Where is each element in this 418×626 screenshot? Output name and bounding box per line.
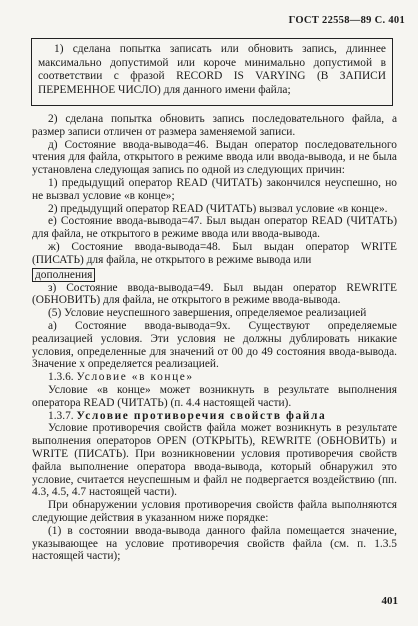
paragraph-d-1: 1) предыдущий оператор READ (ЧИТАТЬ) закончился неуспешно, но не вызвал условие «в конце»; [32,176,397,202]
boxed-paragraph [31,38,393,106]
paragraph-a: а) Состояние ввода-вывода=9x. Существуют определяемые реализацией условия. Эти условия не должны дублировать никакие условия, определенные для значений от 00 до 49 состояния ввода-вывода. Значение x определяется реализацией. [32,319,397,371]
section-number: 1.3.7. [48,409,74,422]
paragraph-5: (5) Условие неуспешного завершения, определяемое реализацией [48,307,367,320]
boxed-word: дополнения [32,268,95,282]
page-number: 401 [381,595,398,607]
paragraph-zh [32,241,397,282]
paragraph-2: 2) сделана попытка обновить запись последовательного файла, а размер записи отличен от размера заменяемой записи. [32,113,397,138]
paragraph-e: е) Состояние ввода-вывода=47. Был выдан оператор READ (ЧИТАТЬ) для файла, не открытого в режиме ввода или ввода-вывода. [32,215,397,241]
section-title: Условие противоречия свойств файла [76,409,327,422]
section-heading-1-3-7 [32,410,397,423]
paragraph-d-2: 2) предыдущий оператор READ (ЧИТАТЬ) вызвал условие «в конце». [48,202,388,215]
paragraph-1-3-7-c: (1) в состоянии ввода-вывода данного файла помещается значение, указывающее на условие противоречия свойств файла (см. п. 1.3.5 настоящей части); [32,524,397,563]
paragraph-1-3-7: Условие противоречия свойств файла может возникнуть в результате выполнения операторов OPEN (ОТКРЫТЬ), REWRITE (ОБНОВИТЬ) и WRITE (ПИСАТЬ). При возникновении условия противоречия свойств файла выполнение оператора ввода-вывода, который обнаружил это условие, считается неуспешным и файл не подвергается воздействию (пп. 4.3, 4.5, 4.7 настоящей части). [32,422,397,499]
paragraph-1-3-7-b: При обнаружении условия противоречия свойств файла выполняются следующие действия в указанном ниже порядке: [32,499,397,524]
paragraph-1-3-6: Условие «в конце» может возникнуть в результате выполнения оператора READ (ЧИТАТЬ) (п. 4.4 настоящей части). [32,383,397,409]
body-text [32,113,397,563]
section-number: 1.3.6. [48,371,74,384]
paragraph-zh-text: ж) Состояние ввода-вывода=48. Был выдан оператор WRITE (ПИСАТЬ) для файла, не открытого в режиме вывода или [32,240,397,266]
boxed-paragraph-text: 1) сделана попытка записать или обновить запись, длиннее максимально допустимой или короче минимально допустимой в соответствии с фразой RECORD IS VARYING (В ЗАПИСИ ПЕРЕМЕННОЕ ЧИСЛО) для данного имени файла; [38,43,386,96]
page-header: ГОСТ 22558—89 С. 401 [288,15,405,26]
paragraph-z: з) Состояние ввода-вывода=49. Был выдан оператор REWRITE (ОБНОВИТЬ) для файла, не открытого в режиме ввода-вывода. [32,281,397,307]
section-title: Условие «в конце» [76,371,194,384]
paragraph-d: д) Состояние ввода-вывода=46. Выдан оператор последовательного чтения для файла, открытого в режиме ввода или ввода-вывода, и не была установлена следующая запись по одной из следующих причин: [32,138,397,177]
section-heading-1-3-6 [32,371,397,384]
